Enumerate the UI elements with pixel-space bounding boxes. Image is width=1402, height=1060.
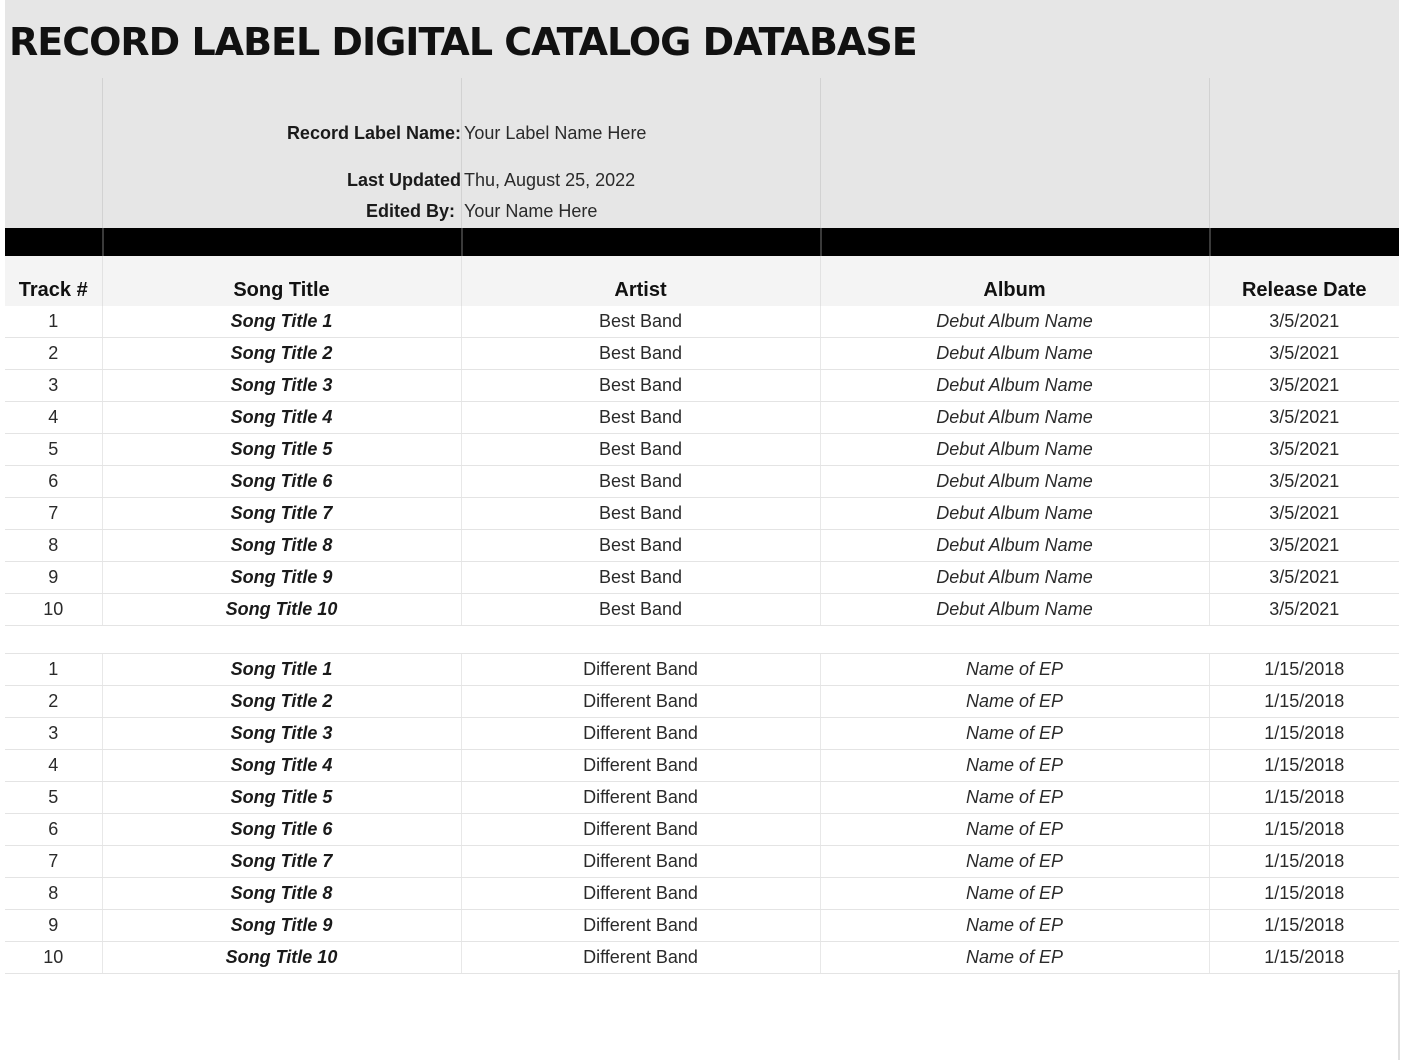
column-header-release-date[interactable]: Release Date <box>1209 256 1399 306</box>
track-cell[interactable]: 1 <box>5 306 102 338</box>
release-date-cell[interactable]: 3/5/2021 <box>1209 434 1399 466</box>
separator-cell <box>820 228 1209 256</box>
song-title-cell[interactable]: Song Title 5 <box>102 434 461 466</box>
album-cell[interactable]: Debut Album Name <box>820 562 1209 594</box>
artist-cell[interactable]: Best Band <box>461 498 820 530</box>
album-cell[interactable]: Debut Album Name <box>820 466 1209 498</box>
artist-cell[interactable]: Best Band <box>461 338 820 370</box>
table-row[interactable] <box>5 434 1399 466</box>
release-date-cell[interactable]: 1/15/2018 <box>1209 878 1399 910</box>
track-cell[interactable]: 7 <box>5 498 102 530</box>
artist-cell[interactable]: Best Band <box>461 562 820 594</box>
track-cell[interactable]: 2 <box>5 338 102 370</box>
info-band-cell <box>5 78 102 228</box>
artist-cell[interactable]: Best Band <box>461 434 820 466</box>
artist-cell[interactable]: Best Band <box>461 594 820 626</box>
table-row[interactable] <box>5 846 1399 878</box>
edited-by-label: Edited By: <box>365 201 455 221</box>
track-cell[interactable]: 1 <box>5 654 102 686</box>
track-cell[interactable]: 8 <box>5 530 102 562</box>
song-title-cell[interactable]: Song Title 2 <box>102 686 461 718</box>
song-title-cell[interactable]: Song Title 8 <box>102 530 461 562</box>
last-updated-value[interactable]: Thu, August 25, 2022 <box>464 170 636 190</box>
song-title-cell[interactable]: Song Title 8 <box>102 878 461 910</box>
separator-cell <box>461 228 820 256</box>
release-date-cell[interactable]: 1/15/2018 <box>1209 846 1399 878</box>
song-title-cell[interactable]: Song Title 10 <box>102 594 461 626</box>
release-date-cell[interactable]: 3/5/2021 <box>1209 562 1399 594</box>
album-cell[interactable]: Name of EP <box>820 654 1209 686</box>
song-title-cell[interactable]: Song Title 4 <box>102 750 461 782</box>
track-cell[interactable]: 9 <box>5 910 102 942</box>
artist-cell[interactable]: Different Band <box>461 910 820 942</box>
album-cell[interactable]: Debut Album Name <box>820 594 1209 626</box>
table-row[interactable] <box>5 594 1399 626</box>
album-cell[interactable]: Debut Album Name <box>820 530 1209 562</box>
table-row[interactable] <box>5 814 1399 846</box>
column-header-album[interactable]: Album <box>820 256 1209 306</box>
table-row[interactable] <box>5 654 1399 686</box>
album-cell[interactable]: Debut Album Name <box>820 370 1209 402</box>
track-cell[interactable]: 2 <box>5 686 102 718</box>
song-title-cell[interactable]: Song Title 10 <box>102 942 461 974</box>
table-row[interactable] <box>5 782 1399 814</box>
artist-cell[interactable]: Different Band <box>461 686 820 718</box>
release-date-cell[interactable]: 1/15/2018 <box>1209 718 1399 750</box>
edited-by-value[interactable]: Your Name Here <box>464 201 598 221</box>
release-date-cell[interactable]: 3/5/2021 <box>1209 402 1399 434</box>
album-cell[interactable]: Debut Album Name <box>820 434 1209 466</box>
column-header-artist[interactable]: Artist <box>461 256 820 306</box>
catalog-body <box>5 306 1399 974</box>
release-date-cell[interactable]: 3/5/2021 <box>1209 498 1399 530</box>
table-row[interactable] <box>5 306 1399 338</box>
table-row[interactable] <box>5 718 1399 750</box>
release-date-cell[interactable]: 3/5/2021 <box>1209 306 1399 338</box>
info-band <box>5 78 1399 228</box>
table-row[interactable] <box>5 562 1399 594</box>
release-date-cell[interactable]: 3/5/2021 <box>1209 530 1399 562</box>
album-cell[interactable]: Debut Album Name <box>820 402 1209 434</box>
table-row[interactable] <box>5 498 1399 530</box>
info-band-cell <box>1209 78 1399 228</box>
column-header-row <box>5 256 1399 306</box>
album-cell[interactable]: Debut Album Name <box>820 338 1209 370</box>
song-title-cell[interactable]: Song Title 5 <box>102 782 461 814</box>
release-date-cell[interactable]: 1/15/2018 <box>1209 910 1399 942</box>
artist-cell[interactable]: Different Band <box>461 782 820 814</box>
artist-cell[interactable]: Different Band <box>461 750 820 782</box>
separator-cell <box>102 228 461 256</box>
track-cell[interactable]: 7 <box>5 846 102 878</box>
artist-cell[interactable]: Different Band <box>461 878 820 910</box>
track-cell[interactable]: 8 <box>5 878 102 910</box>
table-row[interactable] <box>5 910 1399 942</box>
song-title-cell[interactable]: Song Title 9 <box>102 910 461 942</box>
info-band-cell <box>820 78 1209 228</box>
artist-cell[interactable]: Different Band <box>461 846 820 878</box>
album-cell[interactable]: Name of EP <box>820 686 1209 718</box>
release-date-cell[interactable]: 3/5/2021 <box>1209 466 1399 498</box>
table-row[interactable] <box>5 750 1399 782</box>
artist-cell[interactable]: Different Band <box>461 718 820 750</box>
table-row[interactable] <box>5 370 1399 402</box>
track-cell[interactable]: 10 <box>5 942 102 974</box>
artist-cell[interactable]: Different Band <box>461 814 820 846</box>
track-cell[interactable]: 5 <box>5 782 102 814</box>
separator-cell <box>1209 228 1399 256</box>
spacer-cell <box>5 626 1399 654</box>
release-date-cell[interactable]: 3/5/2021 <box>1209 338 1399 370</box>
artist-cell[interactable]: Different Band <box>461 942 820 974</box>
release-date-cell[interactable]: 3/5/2021 <box>1209 370 1399 402</box>
song-title-cell[interactable]: Song Title 3 <box>102 370 461 402</box>
album-cell[interactable]: Name of EP <box>820 878 1209 910</box>
album-cell[interactable]: Name of EP <box>820 782 1209 814</box>
song-title-cell[interactable]: Song Title 9 <box>102 562 461 594</box>
song-title-cell[interactable]: Song Title 7 <box>102 846 461 878</box>
track-cell[interactable]: 3 <box>5 370 102 402</box>
release-date-cell[interactable]: 3/5/2021 <box>1209 594 1399 626</box>
album-cell[interactable]: Name of EP <box>820 814 1209 846</box>
album-cell[interactable]: Name of EP <box>820 750 1209 782</box>
song-title-cell[interactable]: Song Title 7 <box>102 498 461 530</box>
track-cell[interactable]: 6 <box>5 466 102 498</box>
release-date-cell[interactable]: 1/15/2018 <box>1209 782 1399 814</box>
album-cell[interactable]: Debut Album Name <box>820 498 1209 530</box>
artist-cell[interactable]: Different Band <box>461 654 820 686</box>
song-title-cell[interactable]: Song Title 4 <box>102 402 461 434</box>
song-title-cell[interactable]: Song Title 1 <box>102 654 461 686</box>
album-spacer-row <box>5 626 1399 654</box>
table-row[interactable] <box>5 466 1399 498</box>
song-title-cell[interactable]: Song Title 2 <box>102 338 461 370</box>
song-title-cell[interactable]: Song Title 6 <box>102 814 461 846</box>
track-cell[interactable]: 4 <box>5 402 102 434</box>
table-row[interactable] <box>5 530 1399 562</box>
release-date-cell[interactable]: 1/15/2018 <box>1209 750 1399 782</box>
song-title-cell[interactable]: Song Title 1 <box>102 306 461 338</box>
song-title-cell[interactable]: Song Title 3 <box>102 718 461 750</box>
album-cell[interactable]: Name of EP <box>820 942 1209 974</box>
table-row[interactable] <box>5 942 1399 974</box>
track-cell[interactable]: 9 <box>5 562 102 594</box>
record-label-name-value[interactable]: Your Label Name Here <box>464 123 647 143</box>
track-cell[interactable]: 10 <box>5 594 102 626</box>
table-row[interactable] <box>5 878 1399 910</box>
track-cell[interactable]: 6 <box>5 814 102 846</box>
title-band <box>5 0 1399 78</box>
track-cell[interactable]: 5 <box>5 434 102 466</box>
album-cell[interactable]: Name of EP <box>820 910 1209 942</box>
album-cell[interactable]: Debut Album Name <box>820 306 1209 338</box>
last-updated-label: Last Updated <box>346 170 461 190</box>
artist-cell[interactable]: Best Band <box>461 306 820 338</box>
page-title: RECORD LABEL DIGITAL CATALOG DATABASE <box>9 20 917 64</box>
record-label-name-label: Record Label Name: <box>286 123 461 143</box>
album-cell[interactable]: Name of EP <box>820 718 1209 750</box>
separator-cell <box>5 228 102 256</box>
catalog-table <box>5 256 1399 974</box>
song-title-cell[interactable]: Song Title 6 <box>102 466 461 498</box>
release-date-cell[interactable]: 1/15/2018 <box>1209 654 1399 686</box>
artist-cell[interactable]: Best Band <box>461 370 820 402</box>
table-row[interactable] <box>5 402 1399 434</box>
release-date-cell[interactable]: 1/15/2018 <box>1209 686 1399 718</box>
album-cell[interactable]: Name of EP <box>820 846 1209 878</box>
release-date-cell[interactable]: 1/15/2018 <box>1209 942 1399 974</box>
release-date-cell[interactable]: 1/15/2018 <box>1209 814 1399 846</box>
table-row[interactable] <box>5 686 1399 718</box>
artist-cell[interactable]: Best Band <box>461 530 820 562</box>
artist-cell[interactable]: Best Band <box>461 402 820 434</box>
column-header-song-title[interactable]: Song Title <box>102 256 461 306</box>
sheet-edge-line <box>1398 970 1400 1060</box>
catalog-sheet <box>5 0 1399 974</box>
artist-cell[interactable]: Best Band <box>461 466 820 498</box>
header-separator-bar <box>5 228 1399 256</box>
track-cell[interactable]: 4 <box>5 750 102 782</box>
track-cell[interactable]: 3 <box>5 718 102 750</box>
column-header-track[interactable]: Track # <box>5 256 102 306</box>
table-row[interactable] <box>5 338 1399 370</box>
